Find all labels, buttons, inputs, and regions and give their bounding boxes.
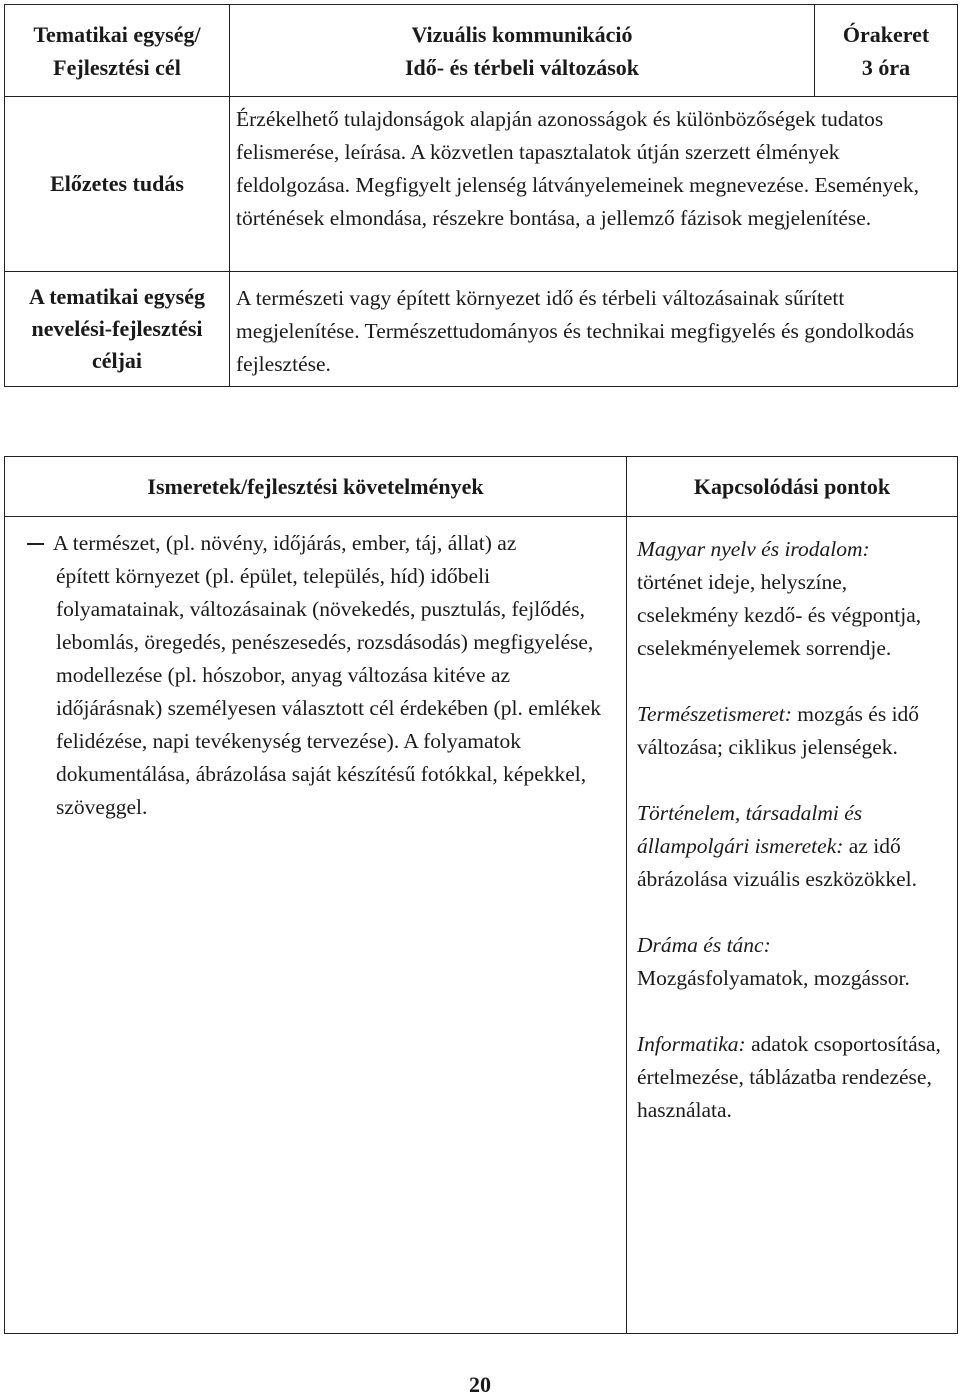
header-unit-label-line1: Tematikai egység/ — [33, 21, 201, 47]
header-hours-cell — [815, 5, 958, 97]
connection-text: adatok csoportosítása, értelmezése, táblázatba rendezése, használata. — [637, 1032, 941, 1122]
prior-knowledge-text: Érzékelhető tulajdonságok alapján azonosságok és különbözőségek tudatos felismerése, leírása. A közvetlen tapasztalatok útján szerzett élmények feldolgozása. Megfigyelt jelenség látványelemeinek megnevezése. Események, történések elmondása, részekre bontása, a jellemző fázisok megjelenítése. — [230, 97, 958, 272]
requirements-body-row — [5, 517, 958, 1334]
connection-subject: Dráma és tánc: — [637, 933, 771, 957]
unit-header-table — [4, 4, 958, 387]
dash-bullet-icon — [27, 543, 44, 545]
connection-subject: Történelem, társadalmi és állampolgári ismeretek: — [637, 801, 863, 858]
connection-text: történet ideje, helyszíne, cselekmény kezdő- és végpontja, cselekményelemek sorrendje. — [637, 570, 922, 660]
list-item — [27, 527, 618, 560]
connection-hungarian — [637, 533, 951, 665]
requirements-table — [4, 456, 958, 1334]
goals-text: A természeti vagy épített környezet idő és térbeli változásainak sűrített megjelenítése. Természettudományos és technikai megfigyelés és gondolkodás fejlesztése. — [230, 272, 958, 387]
prior-knowledge-label: Előzetes tudás — [5, 97, 230, 272]
header-unit-label-line2: Fejlesztési cél — [53, 54, 181, 80]
header-unit-title-line1: Vizuális kommunikáció — [411, 21, 633, 47]
connection-drama — [637, 929, 951, 995]
header-row — [5, 5, 958, 97]
requirement-first-line: A természet, (pl. növény, időjárás, ember, táj, állat) az — [53, 531, 517, 555]
header-hours-label: Órakeret — [842, 21, 930, 47]
header-hours-value: 3 óra — [861, 54, 911, 80]
goals-label: A tematikai egység nevelési-fejlesztési céljai — [5, 272, 230, 387]
connection-science — [637, 698, 951, 764]
requirement-continuation: épített környezet (pl. épület, település, híd) időbeli folyamatainak, változásainak (növekedés, pusztulás, fejlődés, lebomlás, öregedés, penészesedés, rozsdásodás) megfigyelése, modellezése (pl. hószobor, anyag változása kitéve az időjárásnak) személyesen választott cél érdekében (pl. emlékek felidézése, napi tevékenység tervezése). A folyamatok dokumentálása, ábrázolása saját készítésű fotókkal, képekkel, szöveggel. — [56, 564, 602, 819]
connection-subject: Informatika: — [637, 1032, 746, 1056]
connection-subject: Magyar nyelv és irodalom: — [637, 537, 870, 561]
requirements-header: Ismeretek/fejlesztési követelmények — [5, 457, 627, 517]
connection-text: mozgás és idő változása; ciklikus jelenségek. — [637, 702, 920, 759]
header-unit-title-line2: Idő- és térbeli változások — [404, 54, 640, 80]
requirements-header-row — [5, 457, 958, 517]
header-unit-label-cell — [5, 5, 230, 97]
connection-text: Mozgásfolyamatok, mozgássor. — [637, 966, 910, 990]
prior-knowledge-row — [5, 97, 958, 272]
page-number: 20 — [469, 1372, 491, 1397]
connection-subject: Természetismeret: — [637, 702, 792, 726]
connections-content — [627, 517, 958, 1334]
header-unit-title-cell — [230, 5, 815, 97]
connection-history — [637, 797, 951, 896]
goals-row — [5, 272, 958, 387]
connections-header: Kapcsolódási pontok — [627, 457, 958, 517]
requirements-content — [5, 517, 627, 1334]
connection-text: az idő ábrázolása vizuális eszközökkel. — [637, 834, 917, 891]
connection-informatics — [637, 1028, 951, 1127]
